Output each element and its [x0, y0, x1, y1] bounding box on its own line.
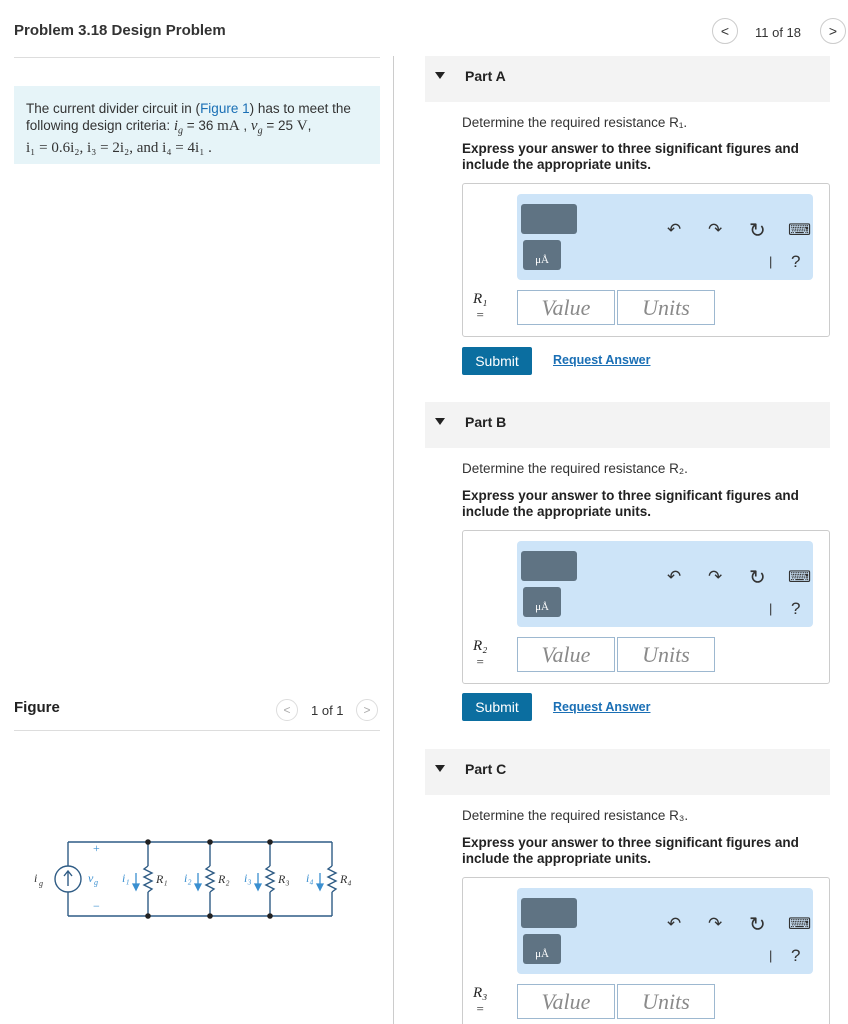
redo-icon[interactable]: ↷ — [708, 567, 723, 586]
problem-counter: 11 of 18 — [755, 25, 802, 40]
variable-label: R₃ = — [473, 985, 488, 1016]
part-b-header[interactable]: Part B — [425, 402, 830, 448]
figure-counter: 1 of 1 — [311, 703, 344, 718]
template-icon[interactable] — [521, 551, 577, 581]
problem-description: The current divider circuit in (Figure 1) has to meet the following design criteria: $i_g = 36$ mA , $v_g = 25$ V, i₁ = 0.6i₂, i₃ = 2i₂, and i₄ = 4i₁ . — [14, 86, 380, 164]
part-a-header[interactable]: Part A — [425, 56, 830, 102]
separator: | — [769, 601, 773, 616]
variable-label: R₁ = — [473, 291, 488, 322]
part-b-answer-box — [462, 530, 830, 684]
undo-icon[interactable]: ↶ — [667, 220, 682, 239]
resistor-r1-icon — [144, 866, 152, 892]
resistor-r2-icon — [206, 866, 214, 892]
svg-text:−: − — [93, 899, 100, 913]
redo-icon[interactable]: ↷ — [708, 220, 723, 239]
svg-text:R₃: R₃ — [278, 872, 290, 886]
part-c-instructions: Express your answer to three significant figures and include the appropriate units. — [462, 835, 799, 866]
svg-text:i₃: i₃ — [244, 871, 252, 885]
reset-icon[interactable]: ↻ — [749, 567, 766, 589]
svg-text:R₁: R₁ — [156, 872, 168, 886]
chevron-left-icon: < — [283, 703, 291, 717]
units-icon[interactable]: μÅ — [523, 587, 561, 617]
svg-text:v: v — [88, 871, 94, 885]
divider — [14, 57, 380, 58]
units-input[interactable]: Units — [617, 984, 715, 1019]
help-icon[interactable]: ? — [791, 946, 801, 965]
chevron-right-icon: > — [363, 703, 371, 717]
template-icon[interactable] — [521, 898, 577, 928]
figure-link[interactable]: Figure 1 — [200, 101, 250, 116]
undo-icon[interactable]: ↶ — [667, 914, 682, 933]
next-problem-button[interactable] — [820, 18, 846, 44]
help-icon[interactable]: ? — [791, 599, 801, 618]
part-b-question: Determine the required resistance R₂. — [462, 461, 688, 476]
math-toolbar — [517, 541, 813, 627]
collapse-triangle-icon — [435, 765, 445, 772]
divider — [14, 730, 380, 731]
resistor-r3-icon — [266, 866, 274, 892]
value-input[interactable]: Value — [517, 290, 615, 325]
units-input[interactable]: Units — [617, 290, 715, 325]
column-divider — [393, 56, 394, 1024]
part-c-header[interactable]: Part C — [425, 749, 830, 795]
part-b-submit-button[interactable]: Submit — [462, 693, 532, 721]
help-icon[interactable]: ? — [791, 252, 801, 271]
criteria-equations: i₁ = 0.6i₂, i₃ = 2i₂, and i₄ = 4i₁ . — [26, 139, 212, 156]
svg-text:g: g — [94, 878, 98, 887]
keyboard-icon[interactable]: ⌨ — [788, 222, 812, 239]
svg-text:i₁: i₁ — [122, 871, 130, 885]
separator: | — [769, 254, 773, 269]
value-input[interactable]: Value — [517, 984, 615, 1019]
resistor-r4-icon — [328, 866, 336, 892]
part-c-answer-box — [462, 877, 830, 1024]
collapse-triangle-icon — [435, 418, 445, 425]
part-b-request-answer-link[interactable]: Request Answer — [553, 700, 651, 714]
part-a-submit-button[interactable]: Submit — [462, 347, 532, 375]
figure-title: Figure — [14, 699, 60, 716]
svg-text:+: + — [93, 841, 100, 855]
problem-title: Problem 3.18 Design Problem — [14, 22, 226, 39]
chevron-left-icon: < — [720, 23, 730, 39]
collapse-triangle-icon — [435, 72, 445, 79]
undo-icon[interactable]: ↶ — [667, 567, 682, 586]
svg-text:R₂: R₂ — [218, 872, 230, 886]
part-a-request-answer-link[interactable]: Request Answer — [553, 353, 651, 367]
chevron-right-icon: > — [828, 23, 838, 39]
value-input[interactable]: Value — [517, 637, 615, 672]
svg-text:i₂: i₂ — [184, 871, 192, 885]
reset-icon[interactable]: ↻ — [749, 220, 766, 242]
math-toolbar — [517, 888, 813, 974]
part-a-question: Determine the required resistance R₁. — [462, 115, 688, 130]
svg-text:i: i — [34, 871, 38, 885]
template-icon[interactable] — [521, 204, 577, 234]
part-b-instructions: Express your answer to three significant figures and include the appropriate units. — [462, 488, 799, 519]
units-icon[interactable]: μÅ — [523, 240, 561, 270]
part-c-question: Determine the required resistance R₃. — [462, 808, 689, 823]
current-divider-circuit — [30, 830, 360, 930]
previous-problem-button[interactable] — [712, 18, 738, 44]
keyboard-icon[interactable]: ⌨ — [788, 569, 812, 586]
reset-icon[interactable]: ↻ — [749, 914, 766, 936]
units-input[interactable]: Units — [617, 637, 715, 672]
svg-text:R₄: R₄ — [340, 872, 352, 886]
part-a-answer-box — [462, 183, 830, 337]
svg-text:g: g — [39, 879, 43, 888]
svg-text:i₄: i₄ — [306, 871, 314, 885]
part-a-instructions: Express your answer to three significant figures and include the appropriate units. — [462, 141, 799, 172]
figure-prev-button[interactable] — [276, 699, 298, 721]
units-icon[interactable]: μÅ — [523, 934, 561, 964]
math-toolbar — [517, 194, 813, 280]
separator: | — [769, 948, 773, 963]
keyboard-icon[interactable]: ⌨ — [788, 916, 812, 933]
variable-label: R₂ = — [473, 638, 488, 669]
redo-icon[interactable]: ↷ — [708, 914, 723, 933]
figure-next-button[interactable] — [356, 699, 378, 721]
